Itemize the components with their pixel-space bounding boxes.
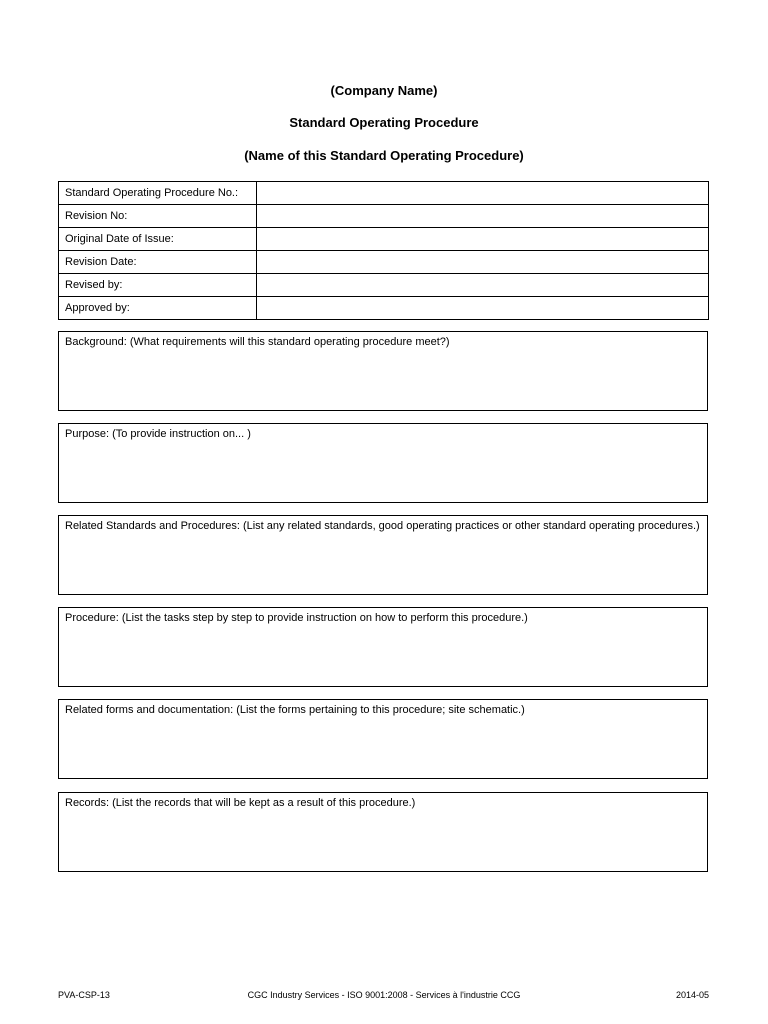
approved-by-field[interactable]: [257, 297, 709, 320]
revision-date-label: Revision Date:: [59, 251, 257, 274]
table-row: [59, 251, 709, 274]
revision-number-field[interactable]: [257, 205, 709, 228]
revision-date-field[interactable]: [257, 251, 709, 274]
background-section[interactable]: [58, 331, 708, 411]
related-standards-section-label: Related Standards and Procedures: (List any related standards, good operating practices or other standard operating procedures.): [65, 520, 700, 532]
company-name-heading: (Company Name): [330, 83, 438, 98]
records-section[interactable]: [58, 792, 708, 872]
sop-number-label: Standard Operating Procedure No.:: [59, 182, 257, 205]
footer-document-code: PVA-CSP-13: [58, 990, 110, 1000]
table-row: [59, 228, 709, 251]
purpose-section-label: Purpose: (To provide instruction on... ): [65, 428, 251, 440]
table-row: [59, 182, 709, 205]
sop-info-table: [58, 181, 709, 320]
related-standards-section[interactable]: [58, 515, 708, 595]
table-row: [59, 205, 709, 228]
original-issue-date-label: Original Date of Issue:: [59, 228, 257, 251]
table-row: [59, 274, 709, 297]
background-section-label: Background: (What requirements will this standard operating procedure meet?): [65, 336, 450, 348]
revised-by-label: Revised by:: [59, 274, 257, 297]
procedure-section[interactable]: [58, 607, 708, 687]
related-forms-section[interactable]: [58, 699, 708, 779]
sop-number-field[interactable]: [257, 182, 709, 205]
revision-number-label: Revision No:: [59, 205, 257, 228]
original-issue-date-field[interactable]: [257, 228, 709, 251]
approved-by-label: Approved by:: [59, 297, 257, 320]
procedure-name-heading: (Name of this Standard Operating Procedure): [244, 148, 524, 163]
revised-by-field[interactable]: [257, 274, 709, 297]
document-type-heading: Standard Operating Procedure: [289, 115, 479, 130]
footer-date: 2014-05: [675, 990, 709, 1000]
footer-organization: CGC Industry Services - ISO 9001:2008 - Services à l'industrie CCG: [247, 990, 521, 1000]
records-section-label: Records: (List the records that will be kept as a result of this procedure.): [65, 797, 416, 809]
purpose-section[interactable]: [58, 423, 708, 503]
table-row: [59, 297, 709, 320]
related-forms-section-label: Related forms and documentation: (List the forms pertaining to this procedure; site schematic.): [65, 704, 525, 716]
procedure-section-label: Procedure: (List the tasks step by step to provide instruction on how to perform this procedure.): [65, 612, 528, 624]
